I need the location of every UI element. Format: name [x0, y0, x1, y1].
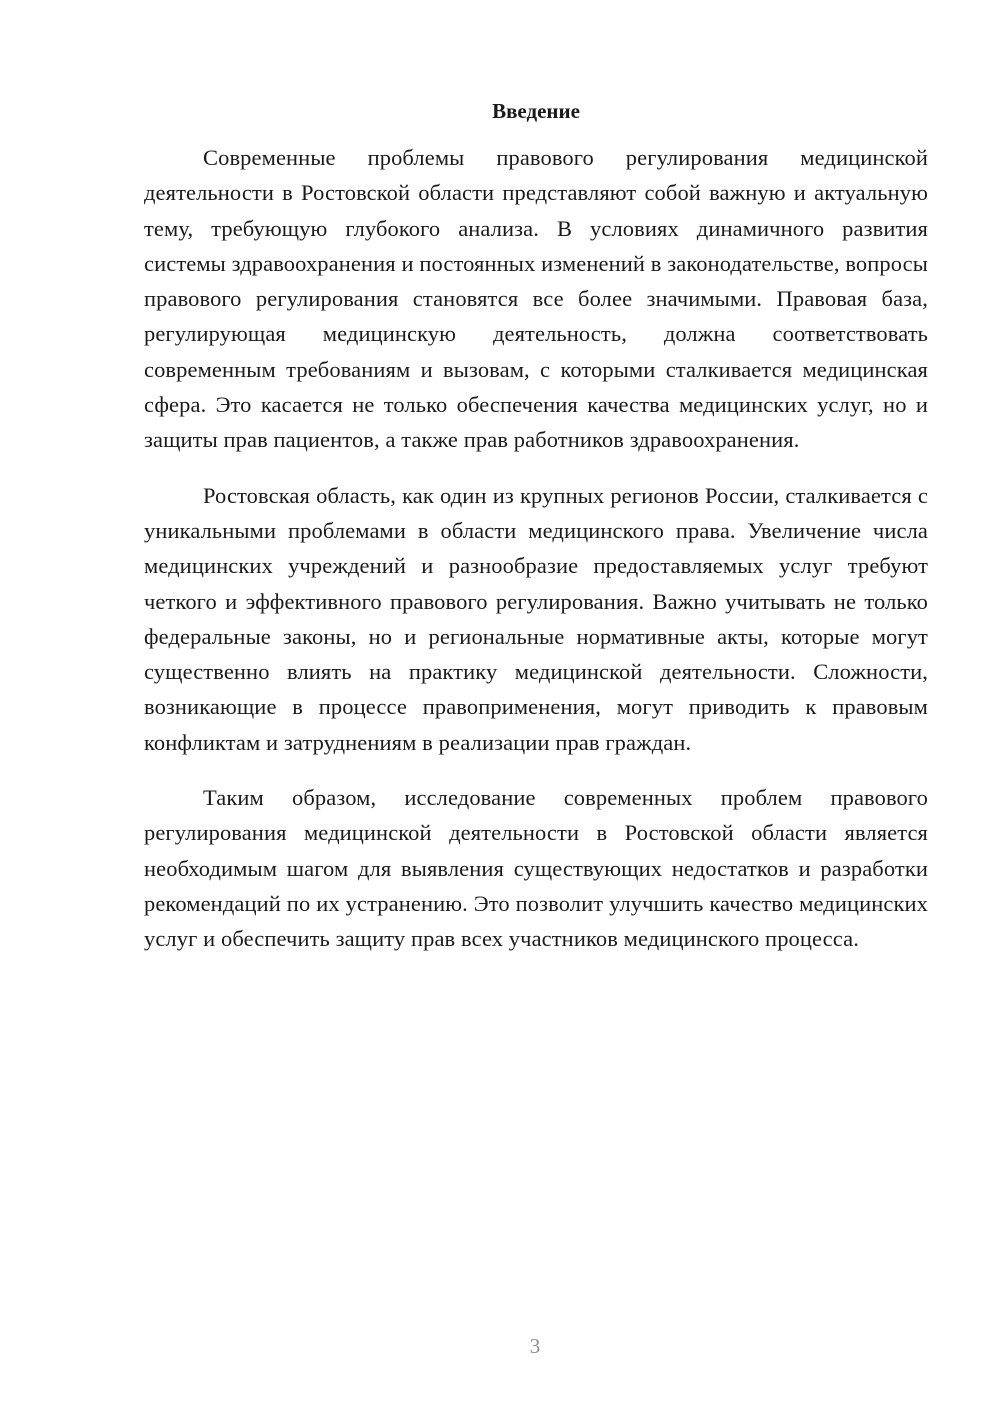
paragraph-3: Таким образом, исследование современных проблем правового регулирования медицинской деятельности в Ростовской области является необходимым шагом для выявления существующих недостатков и разработки рекомендаций по их устранению. Это позволит улучшить качество медицинских услуг и обеспечить защиту прав всех участников медицинского процесса.	[144, 785, 928, 952]
paragraph-1: Современные проблемы правового регулирования медицинской деятельности в Ростовской области представляют собой важную и актуальную тему, требующую глубокого анализа. В условиях динамичного развития системы здравоохранения и постоянных изменений в законодательстве, вопросы правового регулирования становятся все более значимыми. Правовая база, регулирующая медицинскую деятельность, должна соответствовать современным требованиям и вызовам, с которыми сталкивается медицинская сфера. Это касается не только обеспечения качества медицинских услуг, но и защиты прав пациентов, а также прав работников здравоохранения.	[144, 145, 928, 453]
section-heading: Введение	[492, 99, 580, 123]
page-number: 3	[529, 1334, 541, 1358]
document-body	[144, 96, 928, 977]
paragraph-2: Ростовская область, как один из крупных регионов России, сталкивается с уникальными проблемами в области медицинского права. Увеличение числа медицинских учреждений и разнообразие предоставляемых услуг требуют четкого и эффективного правового регулирования. Важно учитывать не только федеральные законы, но и региональные нормативные акты, которые могут существенно влиять на практику медицинской деятельности. Сложности, возникающие в процессе правоприменения, могут приводить к правовым конфликтам и затруднениям в реализации прав граждан.	[144, 482, 928, 755]
